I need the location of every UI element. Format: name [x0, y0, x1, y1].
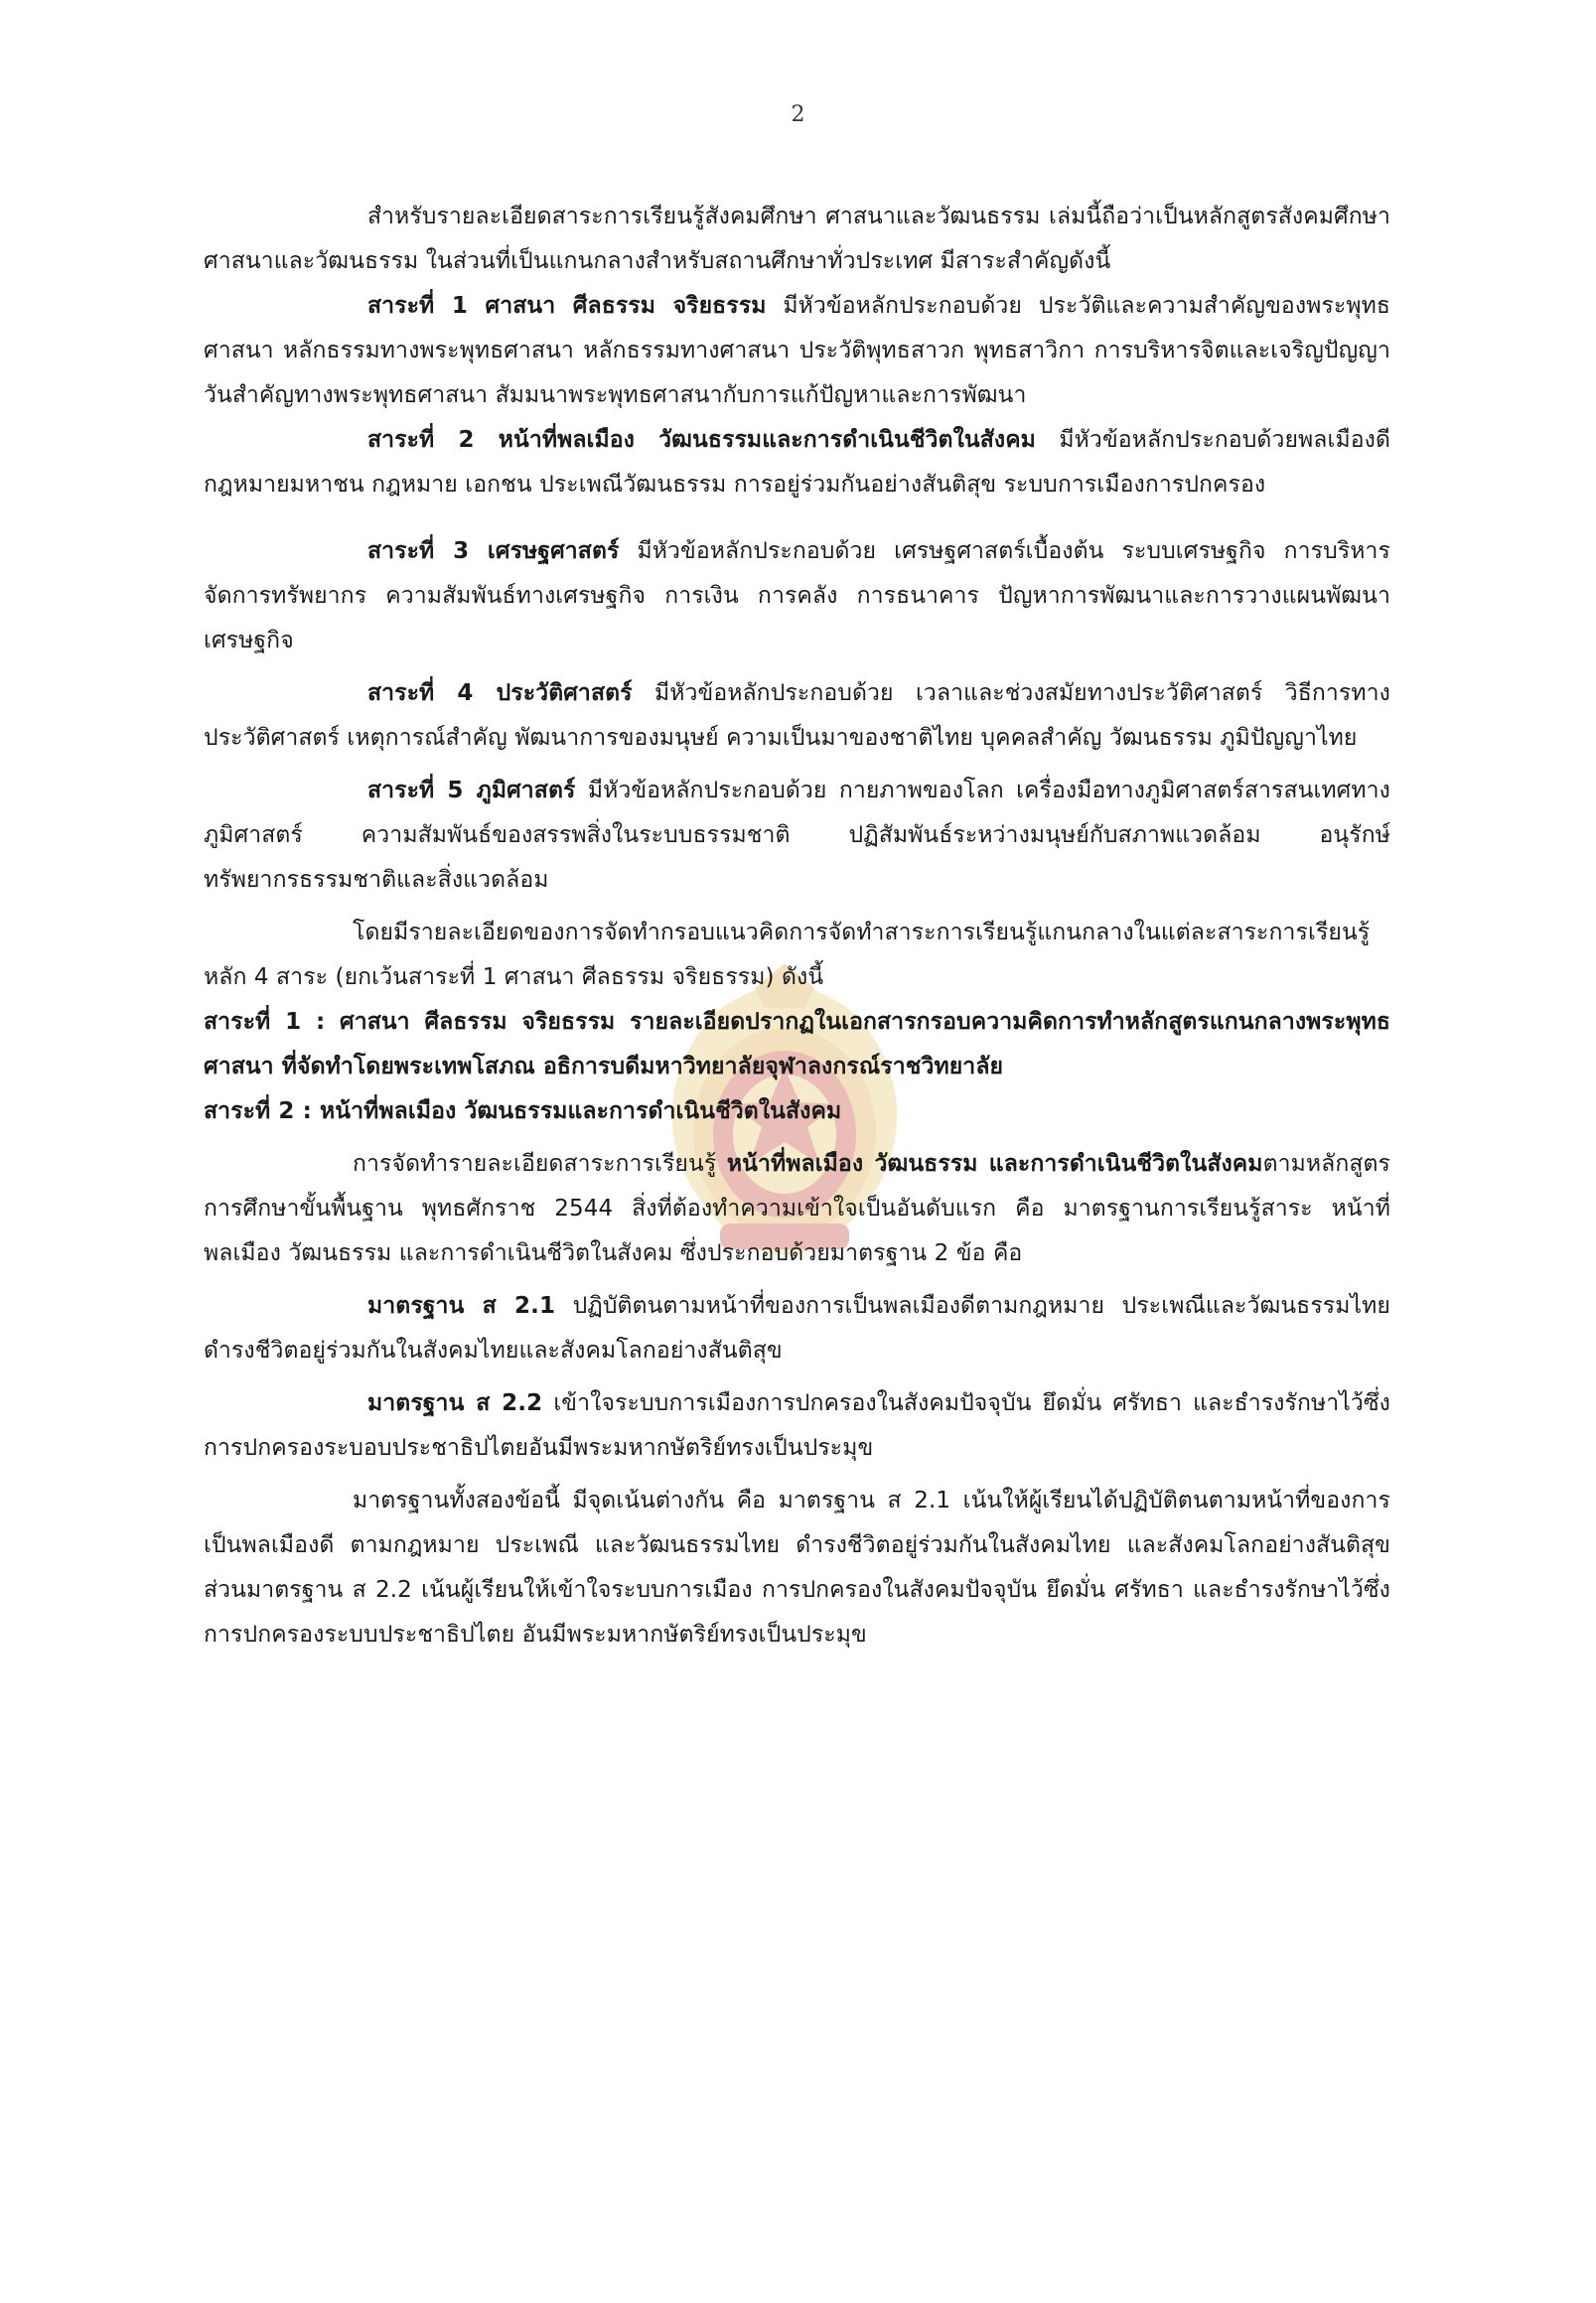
strand-heading: สาระที่ 1 : ศาสนา ศีลธรรม จริยธรรม รายละเอียดปรากฏในเอกสารกรอบความคิดการทำหลักสูตรแกนกลางพระพุทธศาสนา ที่จัดทำโดยพระเทพโสภณ อธิการบดีมหาวิทยาลัยจุฬาลงกรณ์ราชวิทยาลัย: [204, 1009, 1390, 1080]
paragraph-intro: [204, 195, 1390, 284]
inline-bold: หน้าที่พลเมือง วัฒนธรรม และการดำเนินชีวิตในสังคม: [726, 1151, 1263, 1177]
paragraph-text: ตามหลักสูตรการศึกษาขั้นพื้นฐาน พุทธศักราช 2544 สิ่งที่ต้องทำความเข้าใจเป็นอันดับแรก คือ มาตรฐานการเรียนรู้สาระ หน้าที่พลเมือง วัฒนธรรม และการดำเนินชีวิตในสังคม ซึ่งประกอบด้วยมาตรฐาน 2 ข้อ คือ: [204, 1151, 1390, 1266]
paragraph-text: เข้าใจระบบการเมืองการปกครองในสังคมปัจจุบัน ยึดมั่น ศรัทธา และธำรงรักษาไว้ซึ่งการปกครองระบอบประชาธิปไตยอันมีพระมหากษัตริย์ทรงเป็นประมุข: [204, 1390, 1390, 1461]
paragraph-standard-2-2: [204, 1381, 1390, 1471]
paragraph-strand-5: [204, 769, 1390, 903]
paragraph-text: สำหรับรายละเอียดสาระการเรียนรู้สังคมศึกษา ศาสนาและวัฒนธรรม เล่มนี้ถือว่าเป็นหลักสูตรสังคมศึกษา ศาสนาและวัฒนธรรม ในส่วนที่เป็นแกนกลางสำหรับสถานศึกษาทั่วประเทศ มีสาระสำคัญดังนี้: [204, 204, 1390, 274]
paragraph-strand-1-detail: [204, 1000, 1390, 1089]
paragraph-strand-1: [204, 284, 1390, 418]
paragraph-text: มาตรฐานทั้งสองข้อนี้ มีจุดเน้นต่างกัน คือ มาตรฐาน ส 2.1 เน้นให้ผู้เรียนได้ปฏิบัติตนตามหน้าที่ของการเป็นพลเมืองดี ตามกฎหมาย ประเพณี และวัฒนธรรมไทย ดำรงชีวิตอยู่ร่วมกันในสังคมไทย และสังคมโลกอย่างสันติสุข ส่วนมาตรฐาน ส 2.2 เน้นผู้เรียนให้เข้าใจระบบการเมือง การปกครองในสังคมปัจจุบัน ยึดมั่น ศรัทธา และธำรงรักษาไว้ซึ่งการปกครองระบบประชาธิปไตย อันมีพระมหากษัตริย์ทรงเป็นประมุข: [204, 1488, 1390, 1648]
standard-label: มาตรฐาน ส 2.2: [367, 1390, 543, 1416]
paragraph-strand-2-intro: [204, 1142, 1390, 1276]
paragraph-strand-2-heading: [204, 1089, 1390, 1134]
strand-heading: สาระที่ 3 เศรษฐศาสตร์: [367, 538, 620, 564]
page-number: 2: [791, 102, 805, 127]
paragraph-strand-3: [204, 529, 1390, 663]
paragraph-text: มีหัวข้อหลักประกอบด้วยพลเมืองดี กฎหมายมหาชน กฎหมาย เอกชน ประเพณีวัฒนธรรม การอยู่ร่วมกันอย่างสันติสุข ระบบการเมืองการปกครอง: [204, 427, 1390, 498]
strand-heading: สาระที่ 2 : หน้าที่พลเมือง วัฒนธรรมและการดำเนินชีวิตในสังคม: [204, 1098, 842, 1124]
paragraph-strand-4: [204, 671, 1390, 761]
strand-heading: สาระที่ 4 ประวัติศาสตร์: [367, 680, 633, 706]
strand-heading: สาระที่ 2 หน้าที่พลเมือง วัฒนธรรมและการดำเนินชีวิตในสังคม: [367, 427, 1036, 453]
paragraph-text: โดยมีรายละเอียดของการจัดทำกรอบแนวคิดการจัดทำสาระการเรียนรู้แกนกลางในแต่ละสาระการเรียนรู้หลัก 4 สาระ (ยกเว้นสาระที่ 1 ศาสนา ศีลธรรม จริยธรรม) ดังนี้: [204, 920, 1371, 990]
strand-heading: สาระที่ 1 ศาสนา ศีลธรรม จริยธรรม: [367, 293, 767, 319]
paragraph-text: มีหัวข้อหลักประกอบด้วย เวลาและช่วงสมัยทางประวัติศาสตร์ วิธีการทางประวัติศาสตร์ เหตุการณ์สำคัญ พัฒนาการของมนุษย์ ความเป็นมาของชาติไทย บุคคลสำคัญ วัฒนธรรม ภูมิปัญญาไทย: [204, 680, 1390, 751]
standard-label: มาตรฐาน ส 2.1: [367, 1293, 556, 1319]
paragraph-text: มีหัวข้อหลักประกอบด้วย กายภาพของโลก เครื่องมือทางภูมิศาสตร์สารสนเทศทางภูมิศาสตร์ ความสัมพันธ์ของสรรพสิ่งในระบบธรรมชาติ ปฏิสัมพันธ์ระหว่างมนุษย์กับสภาพแวดล้อม อนุรักษ์ทรัพยากรธรรมชาติและสิ่งแวดล้อม: [204, 778, 1390, 893]
strand-heading: สาระที่ 5 ภูมิศาสตร์: [367, 778, 576, 803]
document-body: [204, 195, 1390, 1657]
paragraph-text: การจัดทำรายละเอียดสาระการเรียนรู้: [353, 1151, 727, 1177]
paragraph-standards-summary: [204, 1479, 1390, 1657]
paragraph-text: มีหัวข้อหลักประกอบด้วย ประวัติและความสำคัญของพระพุทธศาสนา หลักธรรมทางพระพุทธศาสนา หลักธรรมทางศาสนา ประวัติพุทธสาวก พุทธสาวิกา การบริหารจิตและเจริญปัญญา วันสำคัญทางพระพุทธศาสนา สัมมนาพระพุทธศาสนากับการแก้ปัญหาและการพัฒนา: [204, 293, 1390, 408]
paragraph-text: ปฏิบัติตนตามหน้าที่ของการเป็นพลเมืองดีตามกฎหมาย ประเพณีและวัฒนธรรมไทย ดำรงชีวิตอยู่ร่วมกันในสังคมไทยและสังคมโลกอย่างสันติสุข: [204, 1293, 1390, 1364]
paragraph-strand-2: [204, 418, 1390, 507]
paragraph-text: มีหัวข้อหลักประกอบด้วย เศรษฐศาสตร์เบื้องต้น ระบบเศรษฐกิจ การบริหารจัดการทรัพยากร ความสัมพันธ์ทางเศรษฐกิจ การเงิน การคลัง การธนาคาร ปัญหาการพัฒนาและการวางแผนพัฒนาเศรษฐกิจ: [204, 538, 1390, 653]
paragraph-standard-2-1: [204, 1284, 1390, 1373]
paragraph-details-intro: [204, 911, 1390, 1000]
